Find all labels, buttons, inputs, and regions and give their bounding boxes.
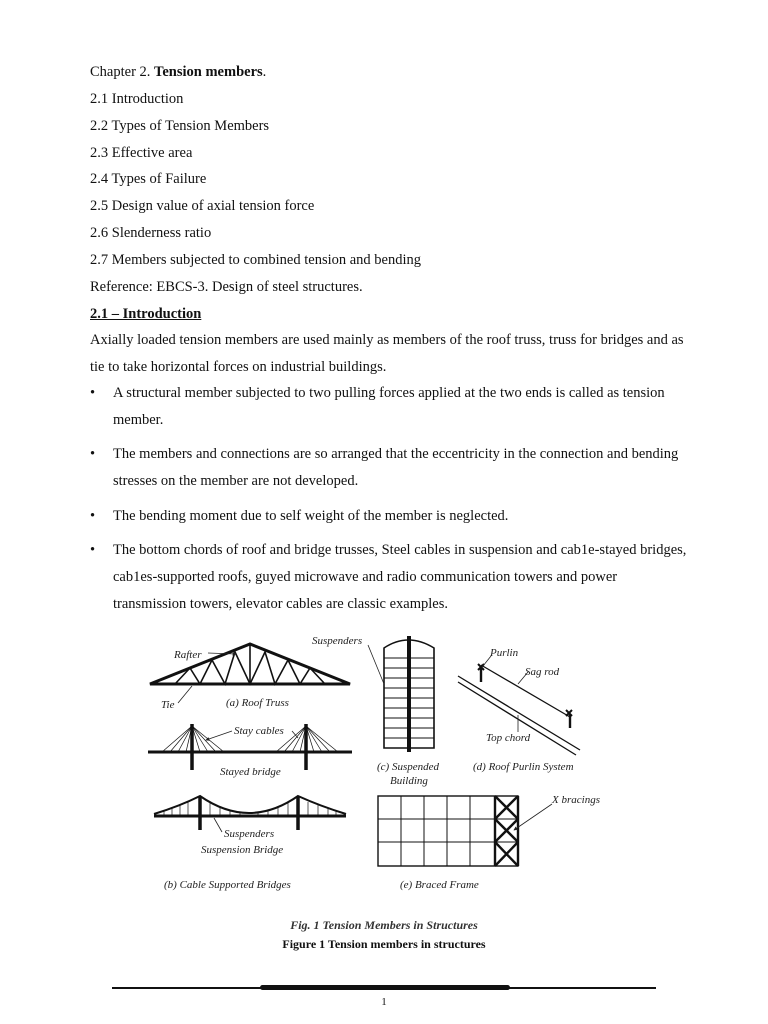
- stay-cables-pointer: [206, 731, 232, 740]
- intro-paragraph: Axially loaded tension members are used mainly as members of the roof truss, truss for bridges and as tie to take horizontal forces on industrial buildings.: [90, 332, 684, 375]
- top-chord-label: Top chord: [486, 732, 531, 744]
- sag-rod-label: Sag rod: [525, 666, 560, 678]
- section-heading: 2.1 – Introduction: [90, 306, 202, 322]
- toc-item: 2.3 Effective area: [90, 145, 193, 161]
- figure-caption: Figure 1 Tension members in structures: [282, 937, 486, 951]
- suspended-building-label-1: (c) Suspended: [377, 761, 440, 773]
- suspension-bridge-label: Suspension Bridge: [201, 844, 284, 856]
- bullet-text: The bending moment due to self weight of the member is neglected.: [113, 508, 509, 524]
- bullet-text: A structural member subjected to two pulling forces applied at the two ends is called as tension member.: [113, 385, 665, 428]
- roof-purlin-label: (d) Roof Purlin System: [473, 761, 574, 773]
- stayed-bridge-label: Stayed bridge: [220, 766, 281, 778]
- tie-label: Tie: [161, 699, 175, 711]
- chapter-suffix: .: [262, 64, 267, 80]
- toc-item: 2.2 Types of Tension Members: [90, 118, 270, 134]
- reference-line: Reference: EBCS-3. Design of steel structures.: [90, 279, 363, 295]
- tension-members-figure: [140, 624, 620, 914]
- chapter-heading: [90, 64, 266, 81]
- suspension-bridge-drawing: [154, 796, 346, 830]
- x-bracings-pointer: [514, 804, 552, 830]
- rafter-pointer: [208, 653, 236, 654]
- page-number: 1: [381, 996, 387, 1008]
- suspenders-top-pointer: [368, 645, 384, 684]
- suspended-building-drawing: [384, 636, 434, 752]
- rafter-label: Rafter: [174, 649, 202, 661]
- toc-item: 2.5 Design value of axial tension force: [90, 198, 315, 214]
- toc-item: 2.1 Introduction: [90, 91, 184, 107]
- bullet-symbol: •: [90, 542, 96, 558]
- footer-rule-accent: [260, 985, 510, 990]
- bullet-text: The members and connections are so arranged that the eccentricity in the connection and bending stresses on the member are not developed.: [113, 446, 679, 489]
- braced-frame-label: (e) Braced Frame: [400, 879, 479, 891]
- stay-cables-label: Stay cables: [234, 725, 284, 737]
- figure-caption-italic: Fig. 1 Tension Members in Structures: [290, 918, 478, 932]
- purlin-label: Purlin: [490, 647, 519, 659]
- bullet-symbol: •: [90, 385, 96, 401]
- bullet-symbol: •: [90, 508, 96, 524]
- cable-supported-label: (b) Cable Supported Bridges: [164, 879, 291, 891]
- toc-item: 2.6 Slenderness ratio: [90, 225, 212, 241]
- chapter-title: Tension members: [154, 64, 263, 80]
- suspended-building-label-2: Building: [390, 775, 428, 787]
- toc-item: 2.7 Members subjected to combined tension and bending: [90, 252, 422, 268]
- x-bracings-label: X bracings: [552, 794, 600, 806]
- bullet-text: The bottom chords of roof and bridge trusses, Steel cables in suspension and cab1e-stayed bridges, cab1es-supported roofs, guyed microwave and radio communication towers and power transmission towers, elevator cables are classic examples.: [113, 542, 687, 612]
- suspenders-bottom-label: Suspenders: [224, 828, 275, 840]
- toc-item: 2.4 Types of Failure: [90, 171, 207, 187]
- suspenders-pointer: [214, 818, 222, 832]
- chapter-prefix: Chapter 2.: [90, 64, 155, 80]
- braced-frame-drawing: [378, 796, 518, 866]
- suspenders-top-label: Suspenders: [312, 635, 363, 647]
- tie-pointer: [178, 686, 192, 703]
- roof-truss-label: (a) Roof Truss: [226, 697, 289, 709]
- bullet-symbol: •: [90, 446, 96, 462]
